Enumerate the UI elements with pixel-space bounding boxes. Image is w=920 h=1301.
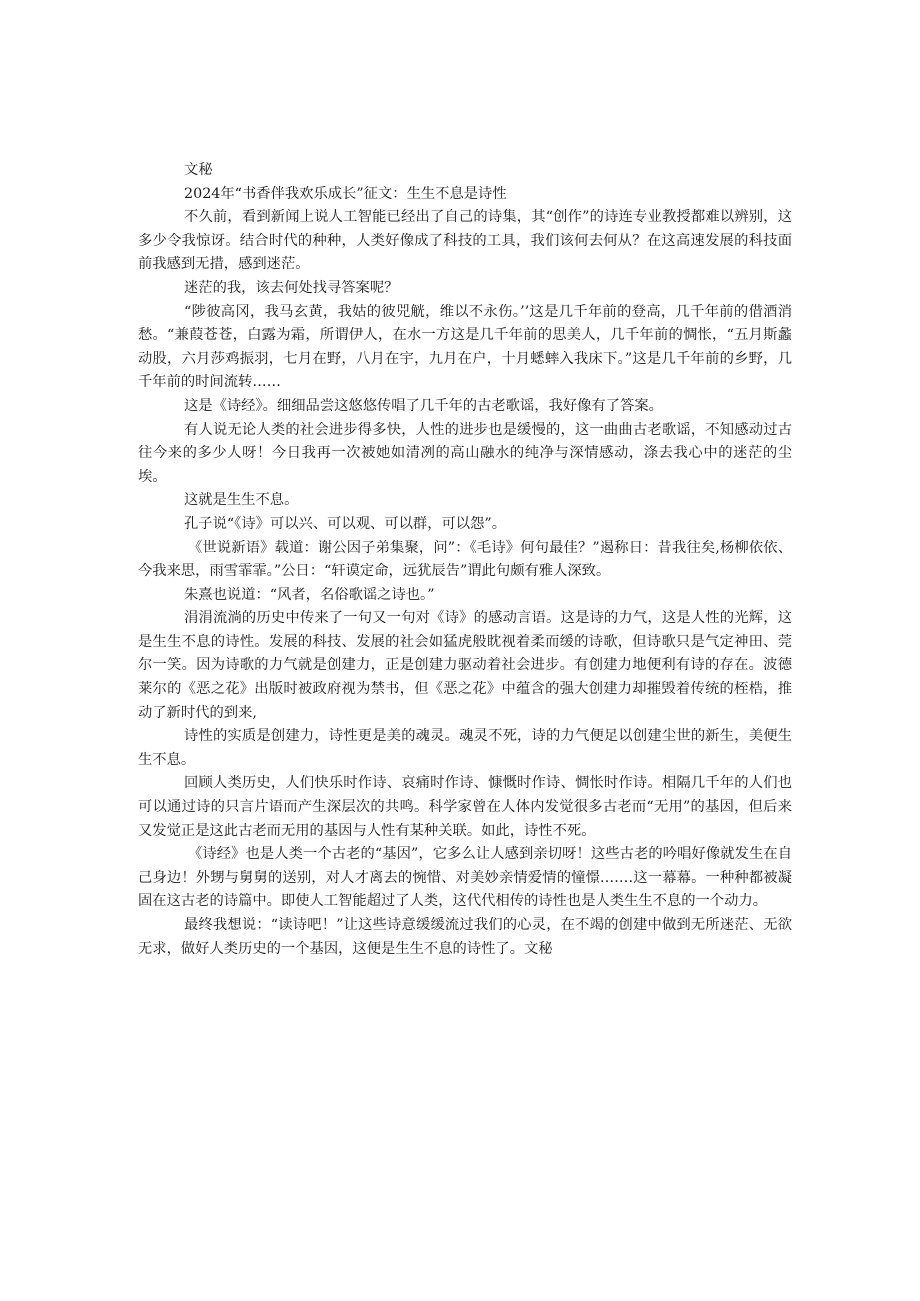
paragraph: “陟彼高冈，我马玄黄，我姑的彼兕觥，维以不永伤。’’这是几千年前的登高，几千年前的借酒消愁。“兼葭苍苍，白露为霜，所谓伊人，在水一方这是几千年前的思美人，几千年前的惆怅，“五月斯蠡动股，六月莎鸡振羽，七月在野，八月在宇，九月在户，十月蟋蟀入我床下。”这是几千年前的乡野，几千年前的时间流转…… [138, 303, 792, 391]
paragraph: 这就是生生不息。 [184, 492, 299, 509]
paragraph: 这是《诗经》。细细品尝这悠悠传唱了几千年的古老歌谣，我好像有了答案。 [184, 397, 663, 414]
paragraph: 《世说新语》载道：谢公因子弟集聚，问”：《毛诗》何句最佳？”遏称日：昔我往矣,杨柳依依、今我来思，雨雪霏霏。”公日：“轩谟定命，远犹辰告”谓此句颇有雅人深致。 [138, 539, 792, 580]
paragraph: 有人说无论人类的社会进步得多快，人性的进步也是缓慢的，这一曲曲古老歌谣，不知感动过古往今来的多少人呀！今日我再一次被她如清冽的高山融水的纯净与深情感动，涤去我心中的迷茫的尘埃。 [138, 421, 792, 485]
paragraph: 不久前，看到新闻上说人工智能已经出了自己的诗集，其“创作”的诗连专业教授都难以辨别，这多少令我惊讶。结合时代的种种，人类好像成了科技的工具，我们该何去何从？在这高速发展的科技面前我感到无措，感到迷茫。 [138, 209, 792, 273]
document-page [138, 159, 792, 961]
paragraph: 回顾人类历史，人们快乐时作诗、哀痛时作诗、慷慨时作诗、惆怅时作诗。相隔几千年的人们也可以通过诗的只言片语而产生深层次的共鸣。科学家曾在人体内发觉很多古老而“无用”的基因，但后来又发觉正是这此古老而无用的基因与人性有某种关联。如此，诗性不死。 [138, 775, 792, 839]
paragraph: 迷茫的我，该去何处找寻答案呢？ [184, 279, 399, 296]
paragraph: 《诗经》也是人类一个古老的“基因”，它多么让人感到亲切呀！这些古老的吟唱好像就发生在自己身边！外甥与舅舅的送别，对人才离去的惋惜、对美妙亲情爱情的憧憬.……这一幕幕。一种种都被凝固在这古老的诗篇中。即使人工智能超过了人类，这代代相传的诗性也是人类生生不息的一个动力。 [138, 846, 792, 910]
paragraph: 最终我想说：“读诗吧！”让这些诗意缓缓流过我们的心灵，在不竭的创建中做到无所迷茫、无欲无求，做好人类历史的一个基因，这便是生生不息的诗性了。文秘 [138, 917, 792, 957]
document-title: 2024年“书香伴我欢乐成长”征文：生生不息是诗性 [184, 185, 507, 202]
paragraph: 朱熹也说道：“风者，名俗歌谣之诗也。” [184, 586, 435, 603]
document-header: 文秘 [184, 162, 213, 178]
paragraph: 诗性的实质是创建力，诗性更是美的魂灵。魂灵不死，诗的力气便足以创建尘世的新生，美便生生不息。 [138, 728, 792, 768]
paragraph: 涓涓流淌的历史中传来了一句又一句对《诗》的感动言语。这是诗的力气，这是人性的光辉，这是生生不息的诗性。发展的科技、发展的社会如猛虎般眈视着柔而缓的诗歌，但诗歌只是气定神田、莞尔一笑。因为诗歌的力气就是创建力，正是创建力驱动着社会进步。有创建力地便利有诗的存在。波德莱尔的《恶之花》出版时被政府视为禁书，但《恶之花》中蕴含的强大创建力却摧毁着传统的桎梏，推动了新时代的到来, [138, 610, 792, 721]
paragraph: 孔子说“《诗》可以兴、可以观、可以群，可以怨”。 [184, 515, 506, 532]
